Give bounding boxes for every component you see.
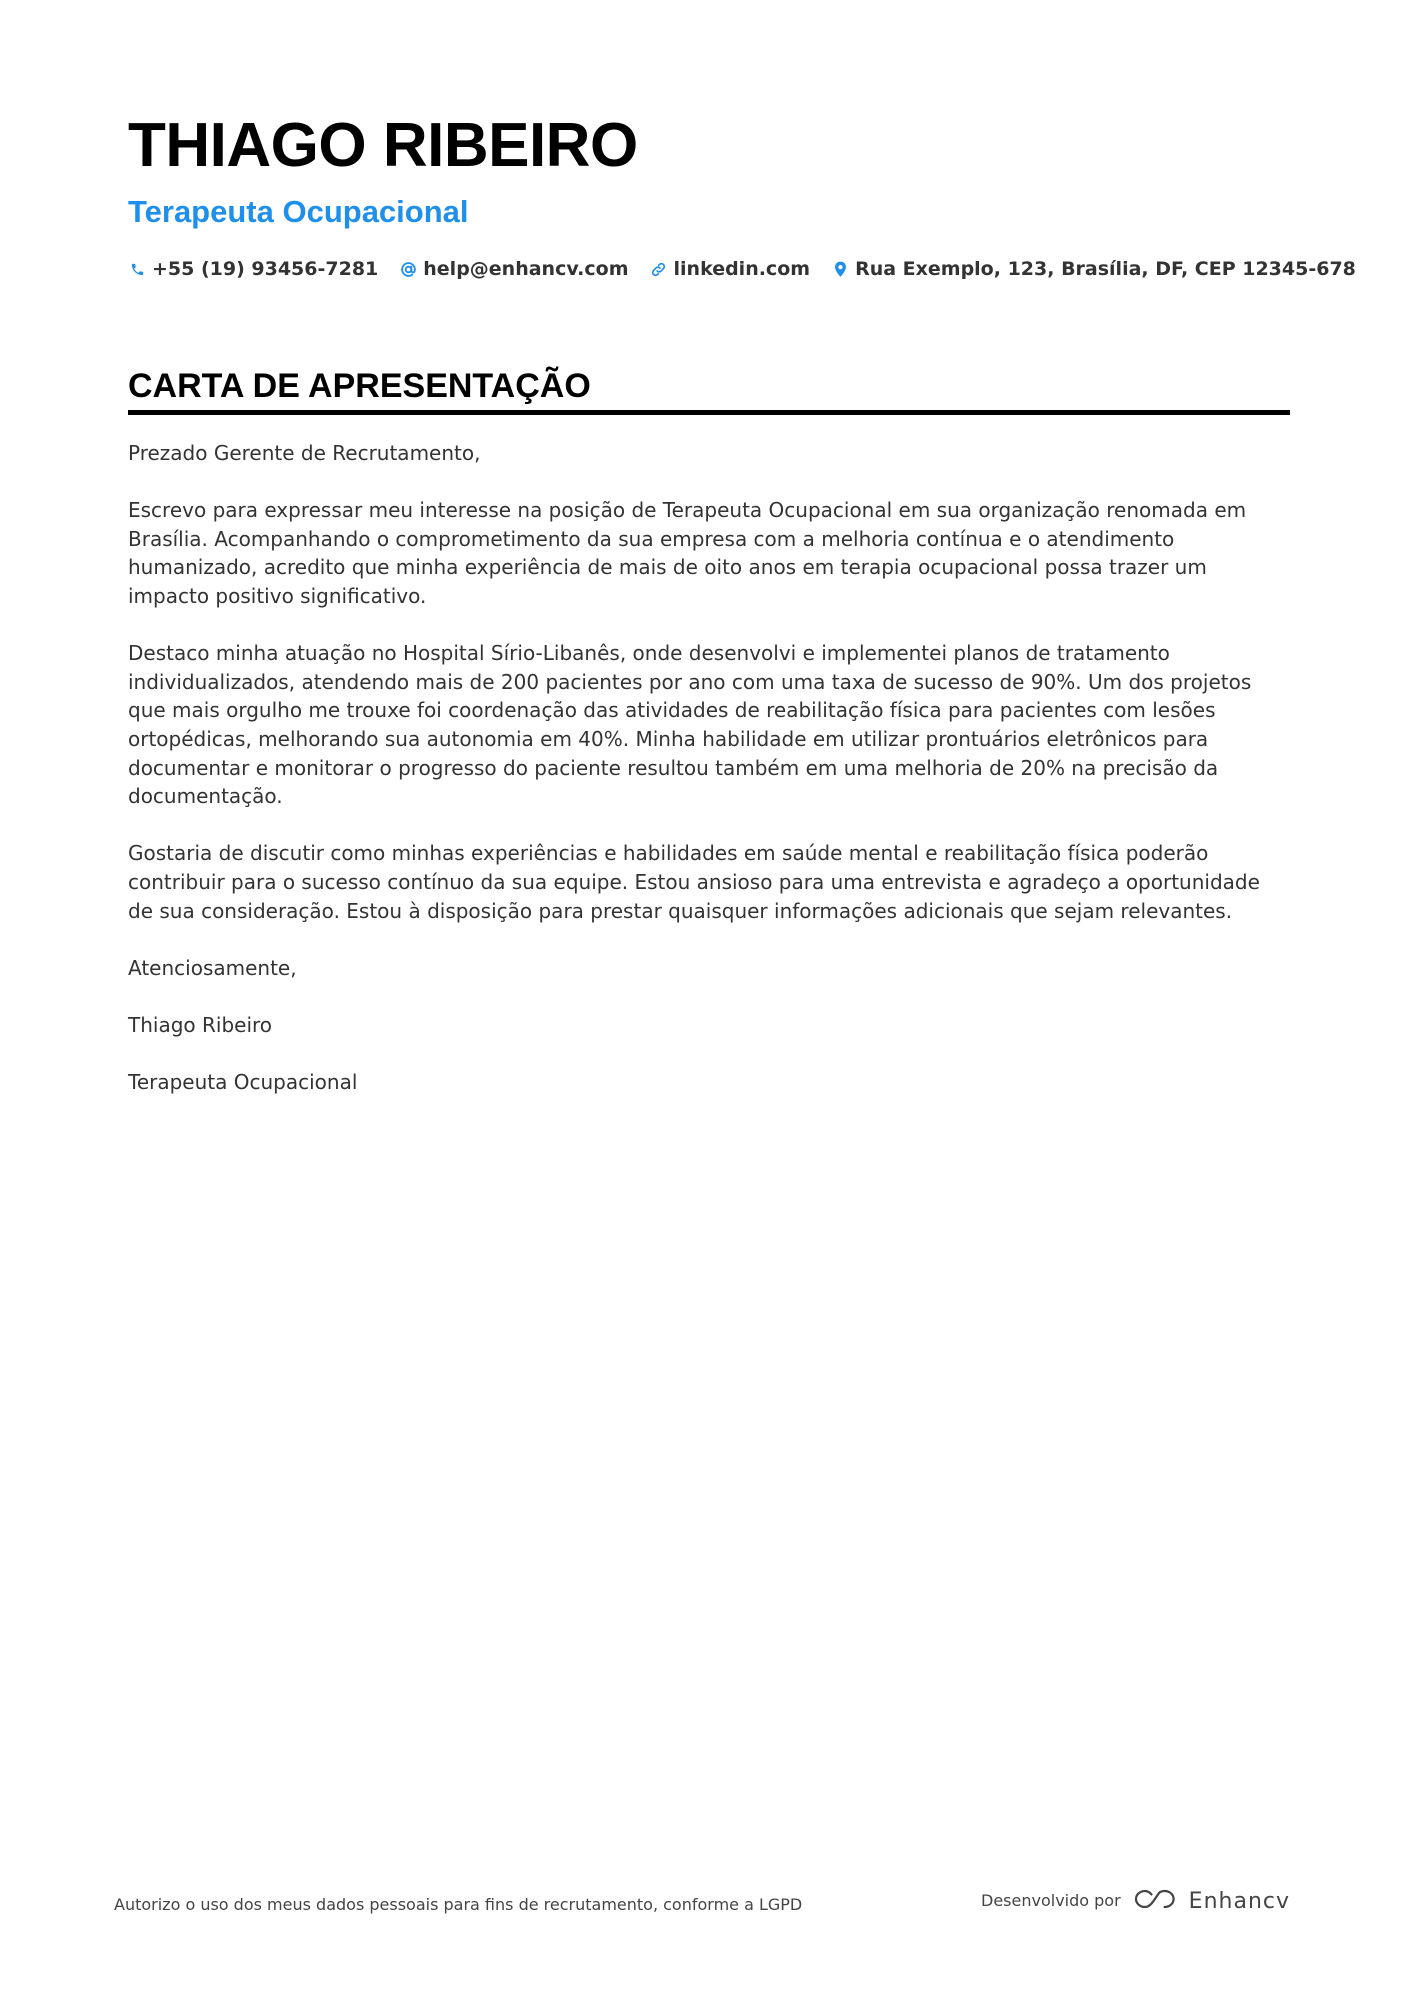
contact-linkedin-text[interactable]: linkedin.com [673,258,811,280]
section-title: CARTA DE APRESENTAÇÃO [128,364,1290,415]
contact-linkedin[interactable] [650,256,811,282]
contact-address [831,256,1356,282]
candidate-name: THIAGO RIBEIRO [128,111,638,180]
enhancv-logo-icon [1133,1887,1179,1915]
letter-signature-name: Thiago Ribeiro [128,1012,273,1037]
cover-letter-section [128,364,1290,1125]
contact-address-text: Rua Exemplo, 123, Brasília, DF, CEP 12345-678 [855,258,1356,280]
letter-paragraph: Escrevo para expressar meu interesse na posição de Terapeuta Ocupacional em sua organização renomada em Brasília. Acompanhando o comprometimento da sua empresa com a melhoria contínua e o atendimento humanizado, acredito que minha experiência de mais de oito anos em terapia ocupacional possa trazer um impacto positivo significativo. [128,498,1247,608]
contact-phone [128,256,378,282]
letter-closing: Atenciosamente, [128,955,297,980]
letter-body [128,439,1290,1097]
footer-consent: Autorizo o uso dos meus dados pessoais para fins de recrutamento, conforme a LGPD [114,1895,803,1914]
letter-paragraph: Gostaria de discutir como minhas experiências e habilidades em saúde mental e reabilitação física poderão contribuir para o sucesso contínuo da sua equipe. Estou ansioso para uma entrevista e agradeço a oportunidade de sua consideração. Estou à disposição para prestar quaisquer informações adicionais que sejam relevantes. [128,841,1260,923]
letter-paragraph: Destaco minha atuação no Hospital Sírio-Libanês, onde desenvolvi e implementei planos de tratamento individualizados, atendendo mais de 200 pacientes por ano com uma taxa de sucesso de 90%. Um dos projetos que mais orgulho me trouxe foi coordenação das atividades de reabilitação física para pacientes com lesões ortopédicas, melhorando sua autonomia em 40%. Minha habilidade em utilizar prontuários eletrônicos para documentar e monitorar o progresso do paciente resultou também em uma melhoria de 20% na precisão da documentação. [128,641,1252,809]
candidate-job-title: Terapeuta Ocupacional [128,194,469,229]
location-pin-icon [831,260,849,278]
at-icon [399,260,417,278]
brand-link[interactable] [1133,1887,1290,1915]
footer-branding[interactable] [981,1887,1290,1915]
contact-phone-text: +55 (19) 93456-7281 [152,258,379,280]
contact-bar [128,256,1356,282]
powered-by-label: Desenvolvido por [981,1891,1121,1910]
letter-greeting: Prezado Gerente de Recrutamento, [128,441,481,465]
phone-icon [128,260,146,278]
resume-header [128,108,1356,282]
contact-email[interactable] [399,256,628,282]
brand-name[interactable]: Enhancv [1188,1888,1290,1914]
contact-email-text[interactable]: help@enhancv.com [423,258,629,280]
link-icon [650,260,668,278]
letter-signature-title: Terapeuta Ocupacional [128,1070,358,1095]
